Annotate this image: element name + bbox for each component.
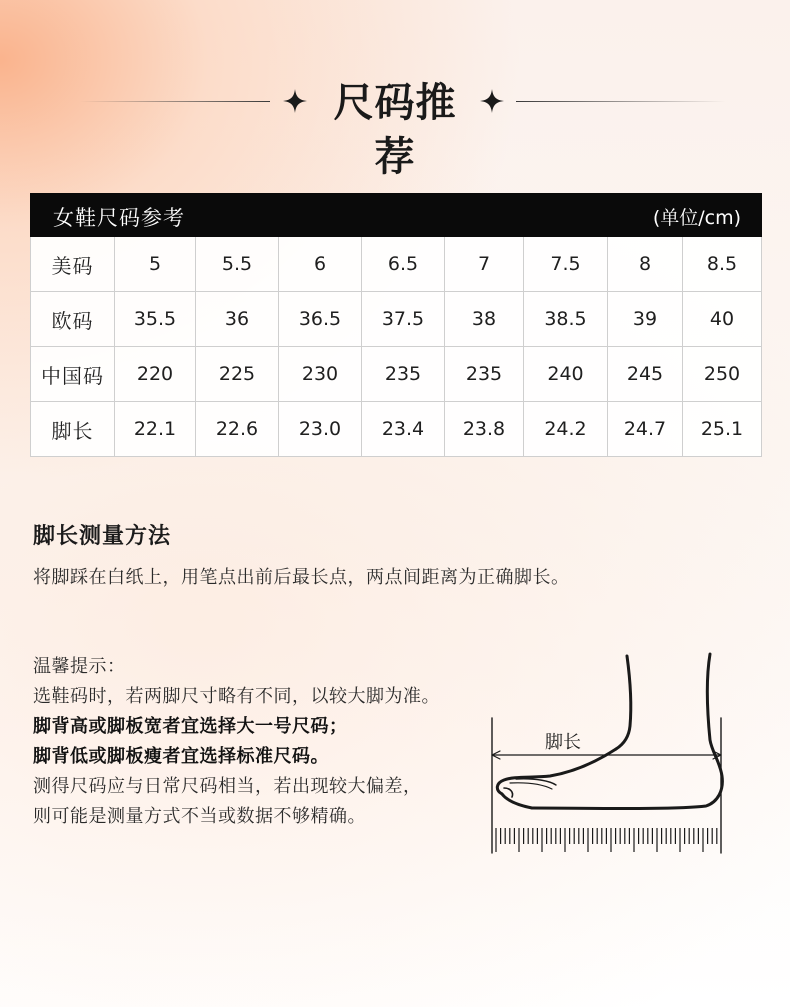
sparkle-star-icon	[283, 89, 307, 113]
section-heading	[0, 76, 790, 180]
table-cell: 250	[683, 347, 762, 402]
table-cell: 220	[115, 347, 196, 402]
row-label-eu: 欧码	[31, 292, 115, 347]
heading-divider-left	[80, 101, 270, 102]
ruler-icon	[496, 828, 717, 852]
row-label-foot-length: 脚长	[31, 402, 115, 457]
table-cell: 225	[196, 347, 279, 402]
tip-line: 则可能是测量方式不当或数据不够精确。	[33, 806, 366, 827]
table-cell: 38.5	[524, 292, 608, 347]
tip-line: 脚背高或脚板宽者宜选择大一号尺码；	[33, 716, 348, 737]
tips-heading: 温馨提示：	[33, 656, 126, 677]
table-cell: 6	[279, 237, 362, 292]
table-cell: 8.5	[683, 237, 762, 292]
foot-length-label: 脚长	[545, 732, 581, 753]
table-cell: 36.5	[279, 292, 362, 347]
table-cell: 235	[362, 347, 445, 402]
table-cell: 235	[445, 347, 524, 402]
table-cell: 24.7	[608, 402, 683, 457]
method-description: 将脚踩在白纸上，用笔点出前后最长点，两点间距离为正确脚长。	[33, 567, 570, 588]
table-cell: 38	[445, 292, 524, 347]
table-header-cell	[31, 194, 762, 237]
table-cell: 22.1	[115, 402, 196, 457]
table-row	[31, 347, 762, 402]
table-row	[31, 237, 762, 292]
table-row	[31, 292, 762, 347]
table-title: 女鞋尺码参考	[53, 206, 185, 230]
table-cell: 39	[608, 292, 683, 347]
table-cell: 5	[115, 237, 196, 292]
row-label-us: 美码	[31, 237, 115, 292]
table-cell: 40	[683, 292, 762, 347]
table-cell: 245	[608, 347, 683, 402]
table-unit: (单位/cm)	[652, 207, 742, 229]
table-cell: 37.5	[362, 292, 445, 347]
tip-line: 测得尺码应与日常尺码相当，若出现较大偏差，	[33, 776, 422, 797]
table-cell: 6.5	[362, 237, 445, 292]
page-title: 尺码推荐	[333, 79, 457, 180]
method-title: 脚长测量方法	[33, 524, 172, 549]
sparkle-star-icon	[480, 89, 504, 113]
table-cell: 230	[279, 347, 362, 402]
table-cell: 22.6	[196, 402, 279, 457]
table-cell: 7	[445, 237, 524, 292]
tips-block	[33, 652, 493, 832]
tip-line: 脚背低或脚板瘦者宜选择标准尺码。	[33, 746, 329, 767]
table-cell: 240	[524, 347, 608, 402]
tip-line: 选鞋码时，若两脚尺寸略有不同，以较大脚为准。	[33, 686, 440, 707]
table-cell: 23.8	[445, 402, 524, 457]
table-cell: 23.0	[279, 402, 362, 457]
table-cell: 35.5	[115, 292, 196, 347]
foot-measure-diagram	[484, 648, 734, 863]
table-header-row	[31, 194, 762, 237]
row-label-cn: 中国码	[31, 347, 115, 402]
table-cell: 24.2	[524, 402, 608, 457]
foot-measure-icon	[484, 648, 734, 863]
size-chart-table	[30, 193, 762, 457]
table-cell: 25.1	[683, 402, 762, 457]
table-cell: 8	[608, 237, 683, 292]
heading-divider-right	[516, 101, 726, 102]
table-cell: 7.5	[524, 237, 608, 292]
table-cell: 5.5	[196, 237, 279, 292]
table-cell: 23.4	[362, 402, 445, 457]
table-cell: 36	[196, 292, 279, 347]
table-row	[31, 402, 762, 457]
